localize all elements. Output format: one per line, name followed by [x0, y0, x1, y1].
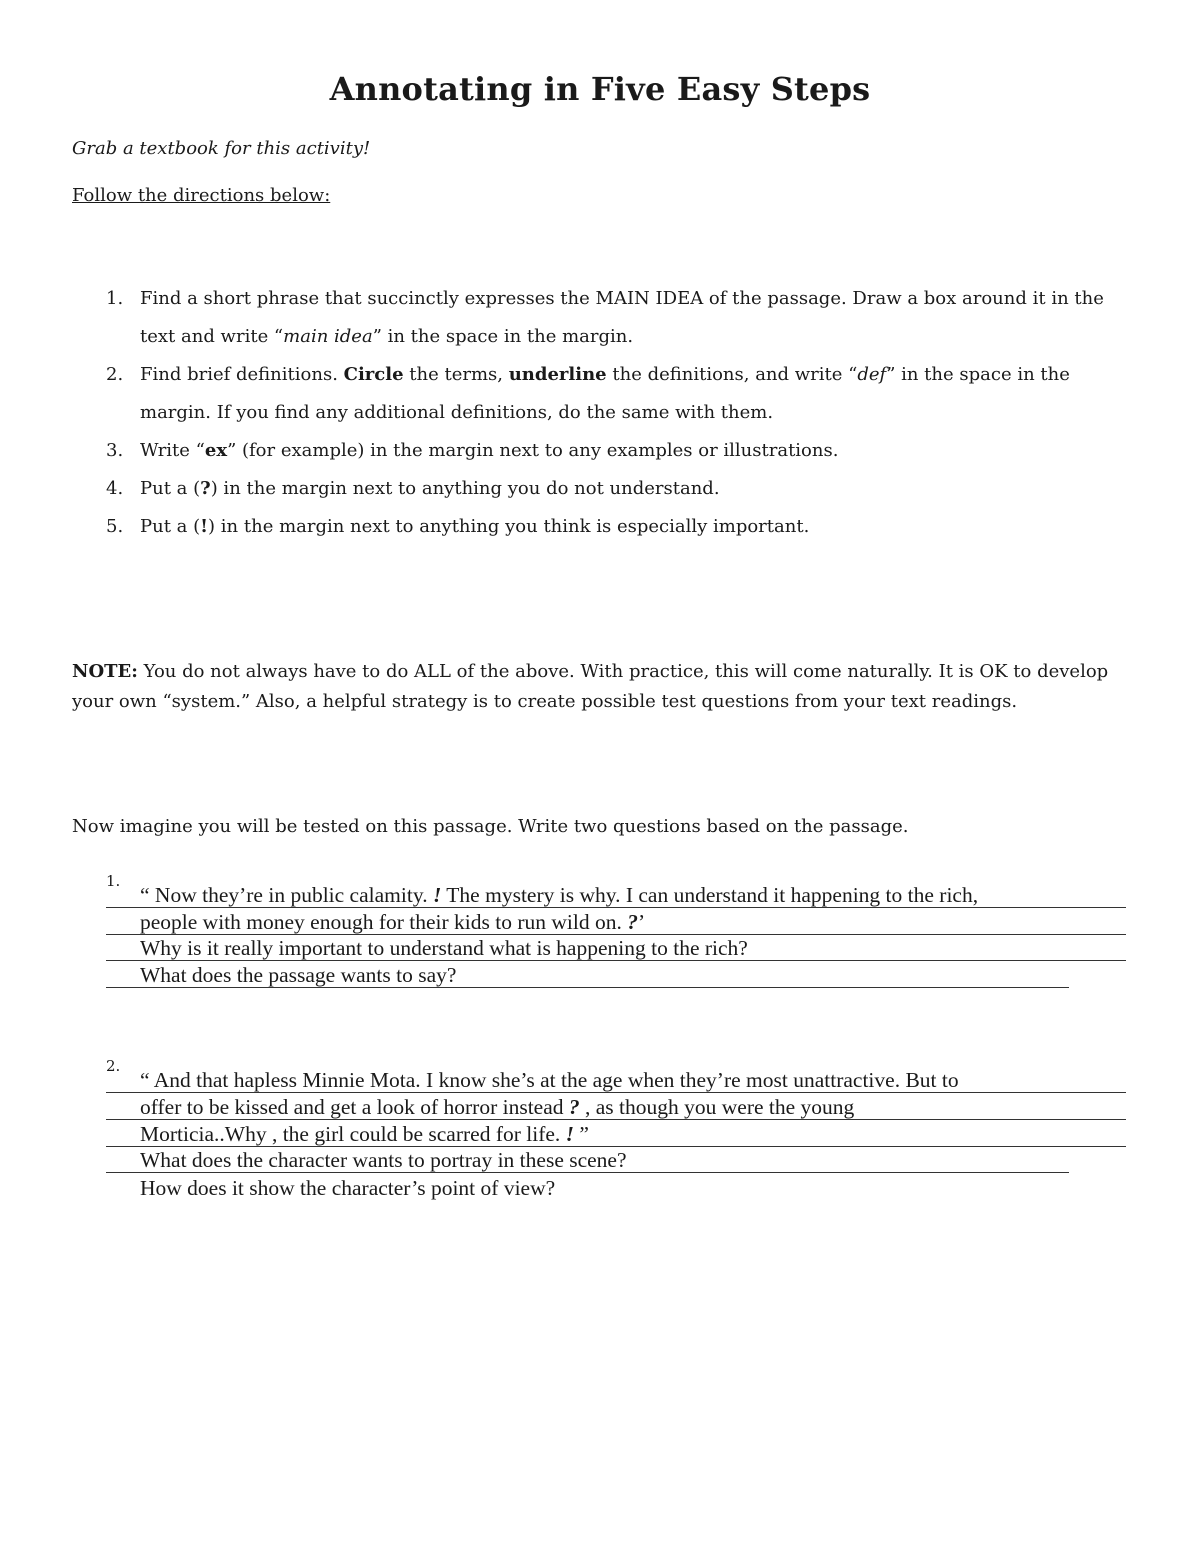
- step-number: 5.: [106, 516, 124, 537]
- answer-text: “ Now they’re in public calamity.: [140, 883, 433, 907]
- step-item: [72, 470, 1112, 508]
- answer-text: “ And that hapless Minnie Mota. I know she’s at the age when they’re most unattractive. But to: [140, 1068, 959, 1092]
- answer-text: The mystery is why. I can understand it happening to the rich,: [441, 883, 979, 907]
- answer-text: How does it show the character’s point of view?: [140, 1176, 556, 1200]
- note-paragraph: [72, 657, 1122, 717]
- question-prompt: Now imagine you will be tested on this passage. Write two questions based on the passage.: [72, 816, 909, 837]
- step-emphasis: ex: [204, 440, 228, 461]
- step-text: ) in the margin next to anything you do not understand.: [210, 478, 720, 499]
- step-item: [72, 508, 1112, 546]
- annotation-mark: !: [565, 1122, 575, 1146]
- answer-text: What does the character wants to portray in these scene?: [140, 1148, 627, 1172]
- answer-line[interactable]: [106, 909, 1126, 935]
- step-item: [72, 356, 1112, 432]
- answer-text: ’: [638, 910, 646, 934]
- page-title: Annotating in Five Easy Steps: [329, 70, 871, 108]
- step-text: the definitions, and write “: [606, 364, 858, 385]
- answer-line[interactable]: [106, 1067, 1126, 1093]
- steps-list: [72, 280, 1112, 546]
- answer-line[interactable]: [106, 1094, 1126, 1120]
- annotation-mark: !: [432, 883, 442, 907]
- step-text: ” (for example) in the margin next to any examples or illustrations.: [227, 440, 839, 461]
- step-text: Find a short phrase that succinctly expresses the MAIN IDEA of the passage. Draw a box around it in the text and write “: [140, 288, 1104, 347]
- answer-line[interactable]: [106, 1175, 1126, 1201]
- step-emphasis: !: [200, 516, 209, 537]
- answer-line[interactable]: [106, 1121, 1126, 1147]
- answer-text: , as though you were the young: [579, 1095, 855, 1119]
- step-text: ) in the margin next to anything you think is especially important.: [208, 516, 810, 537]
- step-text: ” in the space in the margin. If you find any additional definitions, do the same with them.: [140, 364, 1070, 423]
- answer-text: ”: [574, 1122, 589, 1146]
- step-emphasis: main idea: [283, 326, 373, 347]
- answer-line[interactable]: [106, 882, 1126, 908]
- step-emphasis: def: [857, 364, 887, 385]
- answer-text: Morticia..Why , the girl could be scarred for life.: [140, 1122, 566, 1146]
- answer-text: offer to be kissed and get a look of horror instead: [140, 1095, 569, 1119]
- step-text: Find brief definitions.: [140, 364, 344, 385]
- step-number: 3.: [106, 440, 124, 461]
- step-text: Write “: [140, 440, 205, 461]
- question-number: 1.: [106, 872, 121, 890]
- step-text: the terms,: [403, 364, 509, 385]
- step-text: Put a (: [140, 478, 201, 499]
- answer-text: Why is it really important to understand what is happening to the rich?: [140, 936, 748, 960]
- directions-heading: Follow the directions below:: [72, 185, 331, 206]
- note-label: NOTE:: [72, 661, 138, 682]
- step-text: Put a (: [140, 516, 201, 537]
- answer-line[interactable]: [106, 935, 1126, 961]
- step-number: 2.: [106, 364, 124, 385]
- answer-line[interactable]: [106, 1147, 1069, 1173]
- step-item: [72, 280, 1112, 356]
- question-number: 2.: [106, 1057, 121, 1075]
- step-item: [72, 432, 1112, 470]
- step-emphasis: ?: [200, 478, 211, 499]
- answer-text: What does the passage wants to say?: [140, 963, 457, 987]
- step-number: 4.: [106, 478, 124, 499]
- step-emphasis: underline: [508, 364, 607, 385]
- note-text: You do not always have to do ALL of the above. With practice, this will come naturally. It is OK to develop your own “system.” Also, a helpful strategy is to create possible test questions from your text readings.: [72, 661, 1109, 712]
- answer-line[interactable]: [106, 962, 1069, 988]
- step-number: 1.: [106, 288, 124, 309]
- step-text: ” in the space in the margin.: [372, 326, 634, 347]
- annotation-mark: ?: [627, 910, 639, 934]
- step-emphasis: Circle: [343, 364, 404, 385]
- answer-text: people with money enough for their kids to run wild on.: [140, 910, 628, 934]
- textbook-note: Grab a textbook for this activity!: [72, 138, 371, 159]
- annotation-mark: ?: [568, 1095, 580, 1119]
